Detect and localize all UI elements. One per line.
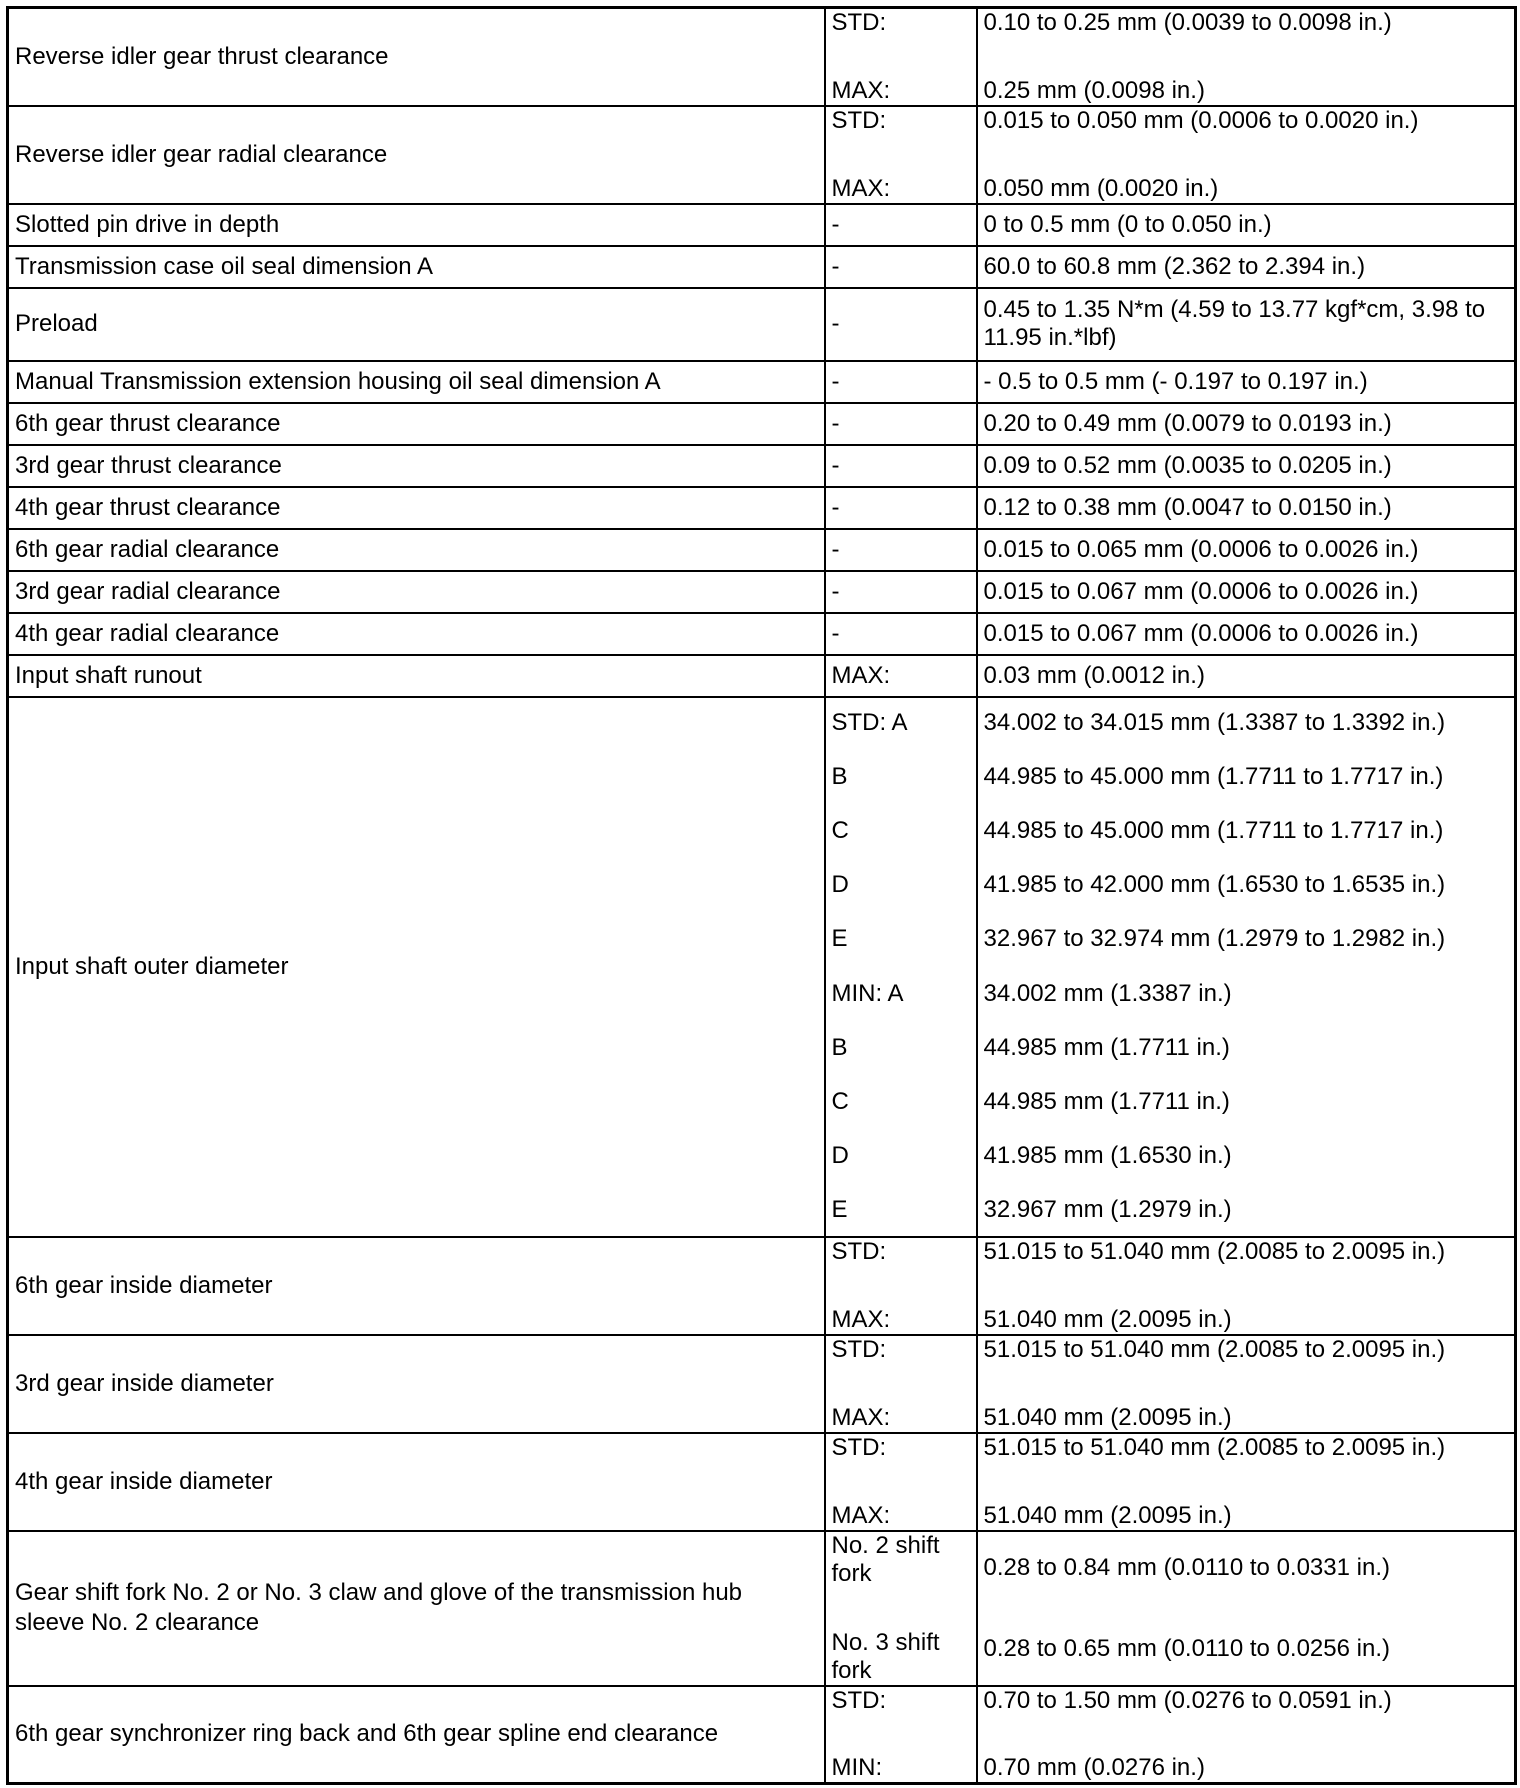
- value-cell: 0.015 to 0.065 mm (0.0006 to 0.0026 in.): [977, 529, 1516, 571]
- value-cell: [977, 106, 1516, 204]
- item-cell: 6th gear radial clearance: [8, 529, 825, 571]
- table-row: [8, 1531, 1516, 1686]
- item-cell: 6th gear thrust clearance: [8, 403, 825, 445]
- spec-label: STD:: [831, 106, 887, 134]
- spec-value: 0.70 to 1.50 mm (0.0276 to 0.0591 in.): [983, 1686, 1392, 1714]
- item-cell: Input shaft runout: [8, 655, 825, 697]
- label-cell: -: [825, 487, 977, 529]
- spec-label: MIN:: [831, 1754, 883, 1781]
- item-cell: Gear shift fork No. 2 or No. 3 claw and glove of the transmission hub sleeve No. 2 clearance: [8, 1531, 825, 1686]
- value-cell: 0.20 to 0.49 mm (0.0079 to 0.0193 in.): [977, 403, 1516, 445]
- item-cell: Manual Transmission extension housing oil seal dimension A: [8, 361, 825, 403]
- table-row: [8, 445, 1516, 487]
- table-row: [8, 613, 1516, 655]
- spec-value: 51.015 to 51.040 mm (2.0085 to 2.0095 in.): [983, 1433, 1446, 1461]
- value-cell: 0.12 to 0.38 mm (0.0047 to 0.0150 in.): [977, 487, 1516, 529]
- label-cell: -: [825, 204, 977, 246]
- table-row: [8, 1686, 1516, 1784]
- spec-value: 44.985 to 45.000 mm (1.7711 to 1.7717 in.): [983, 762, 1444, 790]
- spec-label: STD:: [831, 1335, 887, 1363]
- table-row: [8, 487, 1516, 529]
- spec-label: B: [831, 1033, 848, 1061]
- table-row: [8, 655, 1516, 697]
- value-cell: 0.015 to 0.067 mm (0.0006 to 0.0026 in.): [977, 571, 1516, 613]
- spec-label: MAX:: [831, 1305, 891, 1333]
- spec-label: No. 3 shift fork: [831, 1628, 940, 1684]
- value-cell: 60.0 to 60.8 mm (2.362 to 2.394 in.): [977, 246, 1516, 288]
- spec-value: 51.015 to 51.040 mm (2.0085 to 2.0095 in.): [983, 1237, 1446, 1265]
- value-cell: 0.09 to 0.52 mm (0.0035 to 0.0205 in.): [977, 445, 1516, 487]
- spec-value: 0.015 to 0.050 mm (0.0006 to 0.0020 in.): [983, 106, 1419, 134]
- label-cell: -: [825, 529, 977, 571]
- item-cell: 4th gear inside diameter: [8, 1433, 825, 1531]
- spec-value: 0.70 mm (0.0276 in.): [983, 1754, 1205, 1781]
- item-cell: 4th gear thrust clearance: [8, 487, 825, 529]
- item-cell: Reverse idler gear radial clearance: [8, 106, 825, 204]
- spec-label: B: [831, 762, 848, 790]
- spec-value: 0.10 to 0.25 mm (0.0039 to 0.0098 in.): [983, 9, 1392, 36]
- item-cell: Slotted pin drive in depth: [8, 204, 825, 246]
- spec-label: MAX:: [831, 1501, 891, 1529]
- label-cell: MAX:: [825, 655, 977, 697]
- spec-value: 32.967 mm (1.2979 in.): [983, 1196, 1232, 1224]
- table-row: [8, 697, 1516, 1237]
- table-row: [8, 403, 1516, 445]
- item-cell: 3rd gear radial clearance: [8, 571, 825, 613]
- spec-label: D: [831, 871, 849, 899]
- spec-value: 41.985 mm (1.6530 in.): [983, 1142, 1232, 1170]
- label-cell: [825, 1335, 977, 1433]
- item-cell: 6th gear inside diameter: [8, 1237, 825, 1335]
- table-row: [8, 204, 1516, 246]
- spec-label: STD:: [831, 1686, 887, 1714]
- label-cell: [825, 1686, 977, 1784]
- spec-label: D: [831, 1142, 849, 1170]
- spec-label: C: [831, 816, 849, 844]
- label-cell: -: [825, 445, 977, 487]
- spec-value: 51.040 mm (2.0095 in.): [983, 1501, 1232, 1529]
- item-cell: Transmission case oil seal dimension A: [8, 246, 825, 288]
- item-cell: 6th gear synchronizer ring back and 6th gear spline end clearance: [8, 1686, 825, 1784]
- spec-value: 32.967 to 32.974 mm (1.2979 to 1.2982 in.): [983, 925, 1446, 953]
- spec-label: MAX:: [831, 76, 891, 104]
- item-cell: Input shaft outer diameter: [8, 697, 825, 1237]
- value-cell: 0.015 to 0.067 mm (0.0006 to 0.0026 in.): [977, 613, 1516, 655]
- label-cell: [825, 1531, 977, 1686]
- spec-label: STD: A: [831, 708, 908, 736]
- label-cell: [825, 1433, 977, 1531]
- table-row: [8, 1335, 1516, 1433]
- item-cell: 4th gear radial clearance: [8, 613, 825, 655]
- spec-value: 0.050 mm (0.0020 in.): [983, 174, 1219, 202]
- spec-value: 51.040 mm (2.0095 in.): [983, 1403, 1232, 1431]
- table-row: [8, 246, 1516, 288]
- table-row: [8, 1433, 1516, 1531]
- spec-value: 0.28 to 0.84 mm (0.0110 to 0.0331 in.): [983, 1553, 1390, 1581]
- label-cell: [825, 106, 977, 204]
- spec-label: MAX:: [831, 1403, 891, 1431]
- spec-value: 0.25 mm (0.0098 in.): [983, 76, 1205, 104]
- spec-value: 34.002 mm (1.3387 in.): [983, 979, 1232, 1007]
- table-row: [8, 529, 1516, 571]
- label-cell: [825, 697, 977, 1237]
- table-row: [8, 8, 1516, 106]
- spec-value: 44.985 mm (1.7711 in.): [983, 1088, 1230, 1116]
- item-cell: 3rd gear inside diameter: [8, 1335, 825, 1433]
- value-cell: [977, 1531, 1516, 1686]
- spec-value: 51.015 to 51.040 mm (2.0085 to 2.0095 in.): [983, 1335, 1446, 1363]
- table-row: [8, 571, 1516, 613]
- table-row: [8, 106, 1516, 204]
- spec-label: MAX:: [831, 174, 891, 202]
- value-cell: [977, 1433, 1516, 1531]
- spec-label: MIN: A: [831, 979, 904, 1007]
- value-cell: [977, 1335, 1516, 1433]
- item-cell: 3rd gear thrust clearance: [8, 445, 825, 487]
- value-cell: - 0.5 to 0.5 mm (- 0.197 to 0.197 in.): [977, 361, 1516, 403]
- value-cell: [977, 8, 1516, 106]
- spec-value: 0.28 to 0.65 mm (0.0110 to 0.0256 in.): [983, 1634, 1390, 1662]
- item-cell: Preload: [8, 288, 825, 361]
- item-cell: Reverse idler gear thrust clearance: [8, 8, 825, 106]
- spec-label: E: [831, 925, 848, 953]
- table-row: [8, 1237, 1516, 1335]
- table-row: [8, 361, 1516, 403]
- spec-label: STD:: [831, 9, 887, 36]
- value-cell: 0.45 to 1.35 N*m (4.59 to 13.77 kgf*cm, 3.98 to 11.95 in.*lbf): [977, 288, 1516, 361]
- spec-label: No. 2 shift fork: [831, 1531, 940, 1587]
- spec-value: 41.985 to 42.000 mm (1.6530 to 1.6535 in.): [983, 871, 1446, 899]
- table-row: [8, 288, 1516, 361]
- specification-table: [6, 6, 1517, 1785]
- label-cell: -: [825, 403, 977, 445]
- spec-value: 51.040 mm (2.0095 in.): [983, 1305, 1232, 1333]
- value-cell: 0.03 mm (0.0012 in.): [977, 655, 1516, 697]
- spec-label: STD:: [831, 1237, 887, 1265]
- spec-label: C: [831, 1088, 849, 1116]
- value-cell: 0 to 0.5 mm (0 to 0.050 in.): [977, 204, 1516, 246]
- value-cell: [977, 1237, 1516, 1335]
- value-cell: [977, 697, 1516, 1237]
- label-cell: -: [825, 246, 977, 288]
- spec-label: E: [831, 1196, 848, 1224]
- label-cell: [825, 1237, 977, 1335]
- value-cell: [977, 1686, 1516, 1784]
- label-cell: -: [825, 613, 977, 655]
- label-cell: -: [825, 288, 977, 361]
- spec-label: STD:: [831, 1433, 887, 1461]
- label-cell: -: [825, 361, 977, 403]
- label-cell: [825, 8, 977, 106]
- spec-value: 34.002 to 34.015 mm (1.3387 to 1.3392 in.): [983, 708, 1446, 736]
- label-cell: -: [825, 571, 977, 613]
- spec-value: 44.985 to 45.000 mm (1.7711 to 1.7717 in.): [983, 816, 1444, 844]
- spec-value: 44.985 mm (1.7711 in.): [983, 1033, 1230, 1061]
